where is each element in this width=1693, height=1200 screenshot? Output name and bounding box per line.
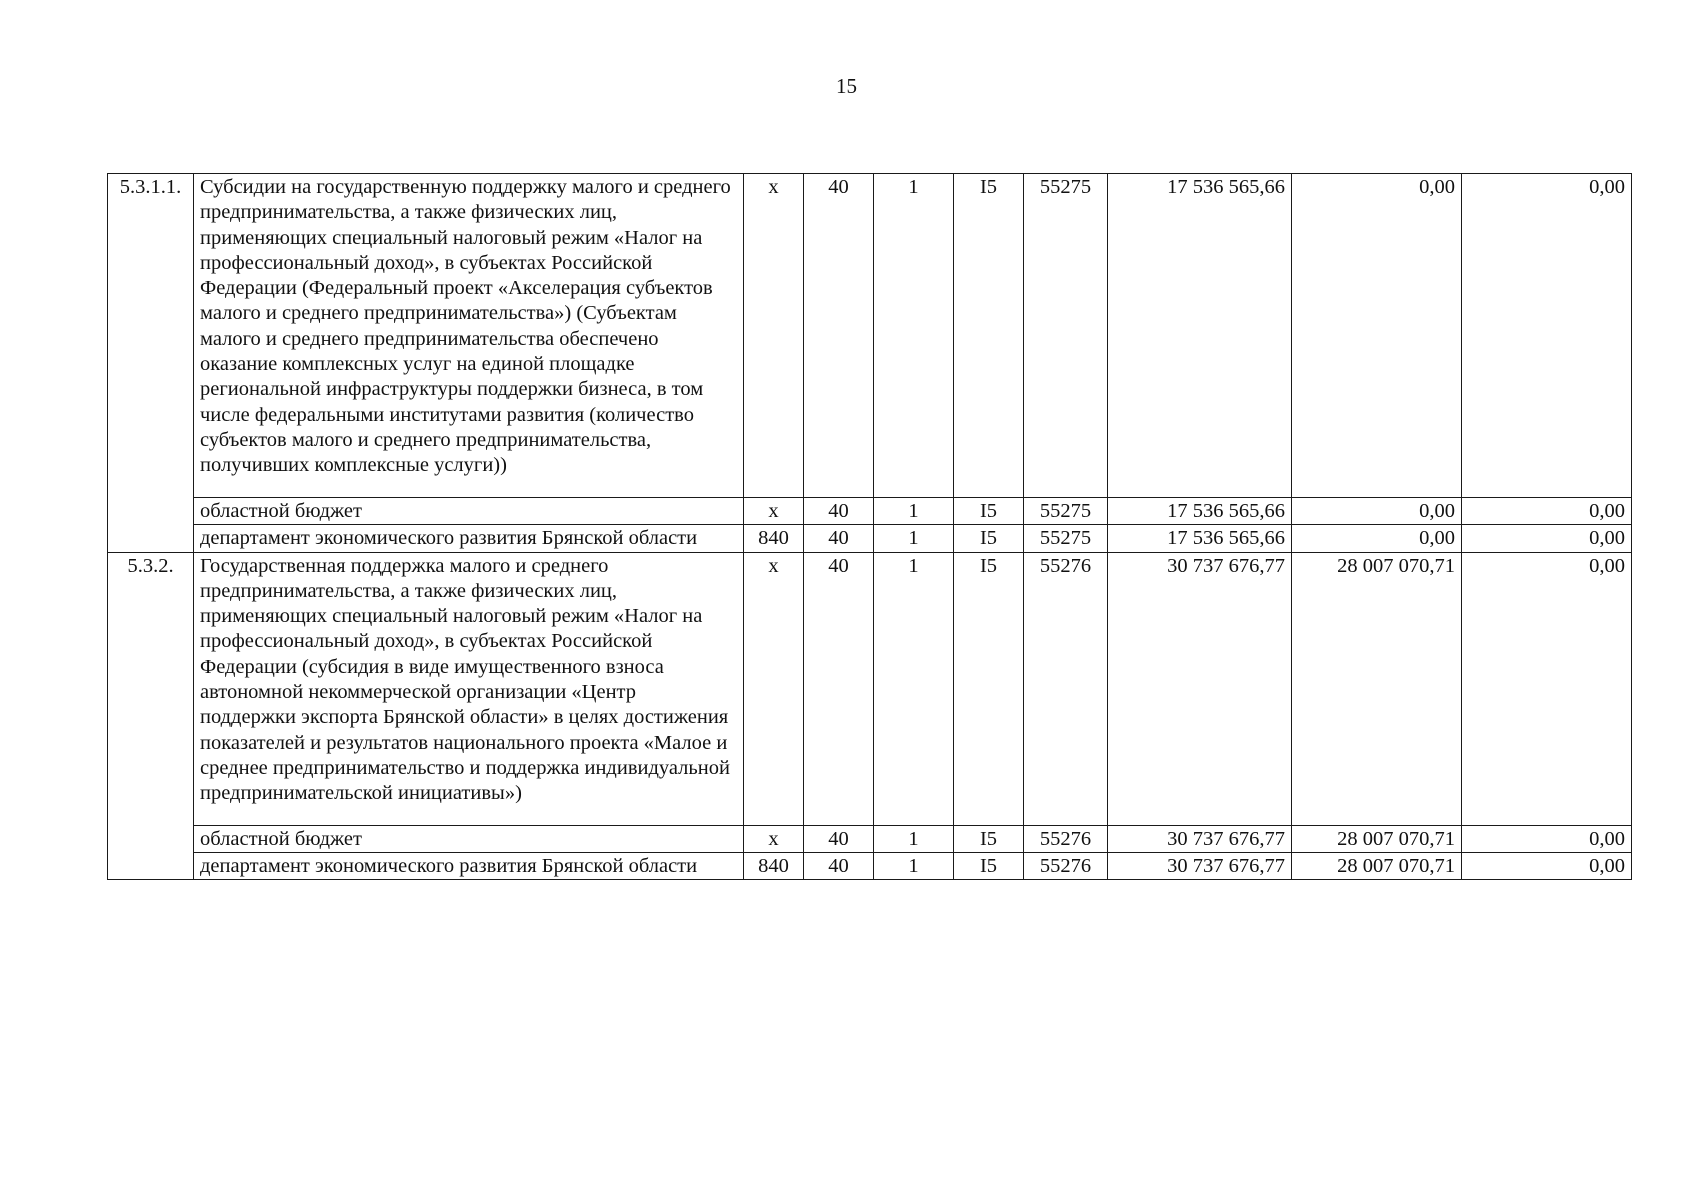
- budget-table: [107, 173, 1632, 880]
- code-cell: 55276: [1024, 552, 1108, 825]
- table-row: [108, 552, 1632, 825]
- amount-cell: 0,00: [1462, 825, 1632, 852]
- code-cell: 55275: [1024, 498, 1108, 525]
- code-cell: I5: [954, 552, 1024, 825]
- amount-cell: 28 007 070,71: [1292, 852, 1462, 879]
- code-cell: 55276: [1024, 852, 1108, 879]
- code-cell: 840: [744, 852, 804, 879]
- amount-cell: 17 536 565,66: [1108, 498, 1292, 525]
- amount-cell: 0,00: [1462, 498, 1632, 525]
- item-description: департамент экономического развития Брянской области: [194, 852, 744, 879]
- code-cell: х: [744, 552, 804, 825]
- amount-cell: 0,00: [1292, 174, 1462, 498]
- code-cell: х: [744, 825, 804, 852]
- amount-cell: 28 007 070,71: [1292, 825, 1462, 852]
- code-cell: 40: [804, 525, 874, 552]
- table-row: [108, 525, 1632, 552]
- code-cell: I5: [954, 498, 1024, 525]
- amount-cell: 17 536 565,66: [1108, 525, 1292, 552]
- code-cell: 1: [874, 525, 954, 552]
- code-cell: 40: [804, 498, 874, 525]
- code-cell: 840: [744, 525, 804, 552]
- item-description: Субсидии на государственную поддержку малого и среднего предпринимательства, а также физических лиц, применяющих специальный налоговый режим «Налог на профессиональный доход», в субъектах Российской Федерации (Федеральный проект «Акселерация субъектов малого и среднего предпринимательства») (Субъектам малого и среднего предпринимательства обеспечено оказание комплексных услуг на единой площадке региональной инфраструктуры поддержки бизнеса, в том числе федеральными институтами развития (количество субъектов малого и среднего предпринимательства, получивших комплексные услуги)): [194, 174, 744, 498]
- item-description: областной бюджет: [194, 498, 744, 525]
- item-description: Государственная поддержка малого и среднего предпринимательства, а также физических лиц, применяющих специальный налоговый режим «Налог на профессиональный доход», в субъектах Российской Федерации (субсидия в виде имущественного взноса автономной некоммерческой организации «Центр поддержки экспорта Брянской области» в целях достижения показателей и результатов национального проекта «Малое и среднее предпринимательство и поддержка индивидуальной предпринимательской инициативы»): [194, 552, 744, 825]
- code-cell: I5: [954, 525, 1024, 552]
- item-description: областной бюджет: [194, 825, 744, 852]
- code-cell: 55275: [1024, 525, 1108, 552]
- code-cell: 1: [874, 498, 954, 525]
- page-number: 15: [836, 74, 857, 98]
- amount-cell: 30 737 676,77: [1108, 852, 1292, 879]
- amount-cell: 0,00: [1292, 498, 1462, 525]
- item-description: департамент экономического развития Брянской области: [194, 525, 744, 552]
- amount-cell: 0,00: [1292, 525, 1462, 552]
- code-cell: 1: [874, 852, 954, 879]
- item-number: 5.3.2.: [108, 552, 194, 880]
- code-cell: I5: [954, 852, 1024, 879]
- code-cell: 40: [804, 825, 874, 852]
- code-cell: 55275: [1024, 174, 1108, 498]
- amount-cell: 0,00: [1462, 174, 1632, 498]
- code-cell: I5: [954, 174, 1024, 498]
- code-cell: 40: [804, 174, 874, 498]
- code-cell: х: [744, 498, 804, 525]
- table-row: [108, 498, 1632, 525]
- code-cell: 40: [804, 552, 874, 825]
- amount-cell: 30 737 676,77: [1108, 825, 1292, 852]
- code-cell: 55276: [1024, 825, 1108, 852]
- item-number: 5.3.1.1.: [108, 174, 194, 553]
- amount-cell: 28 007 070,71: [1292, 552, 1462, 825]
- amount-cell: 17 536 565,66: [1108, 174, 1292, 498]
- amount-cell: 0,00: [1462, 552, 1632, 825]
- code-cell: 1: [874, 825, 954, 852]
- table-row: [108, 852, 1632, 879]
- code-cell: х: [744, 174, 804, 498]
- code-cell: 1: [874, 174, 954, 498]
- code-cell: 1: [874, 552, 954, 825]
- amount-cell: 0,00: [1462, 852, 1632, 879]
- code-cell: I5: [954, 825, 1024, 852]
- table-row: [108, 174, 1632, 498]
- amount-cell: 0,00: [1462, 525, 1632, 552]
- amount-cell: 30 737 676,77: [1108, 552, 1292, 825]
- table-row: [108, 825, 1632, 852]
- code-cell: 40: [804, 852, 874, 879]
